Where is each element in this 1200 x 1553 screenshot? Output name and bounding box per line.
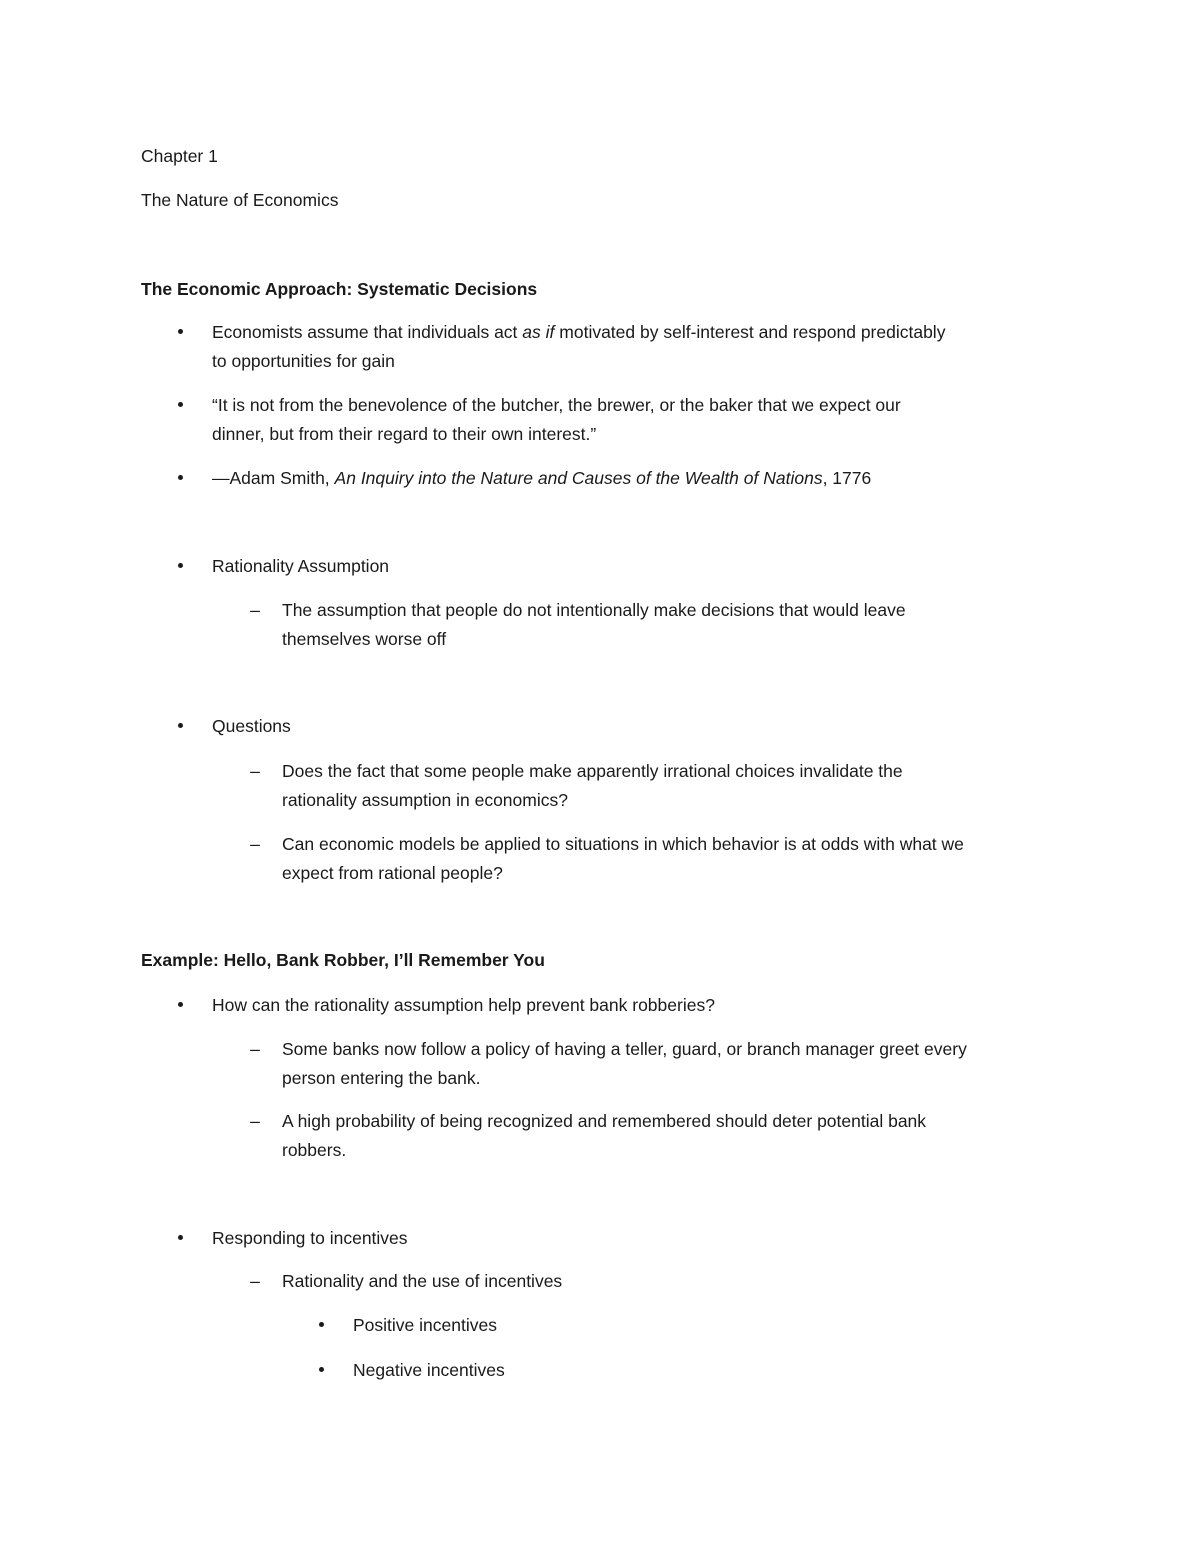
bank-robberies-question: How can the rationality assumption help prevent bank robberies? [212,995,715,1015]
bullet-icon [170,1224,190,1253]
deterrence-line2: robbers. [282,1140,347,1160]
emphasis-text: as if [522,322,555,342]
quote-line1: “It is not from the benevolence of the butcher, the brewer, or the baker that we expect our [212,395,901,415]
section-heading-economic-approach: The Economic Approach: Systematic Decisions [141,279,538,299]
rationality-assumption-label: Rationality Assumption [212,556,390,576]
positive-incentives: Positive incentives [353,1315,497,1335]
bank-policy-line1: Some banks now follow a policy of having a teller, guard, or branch manager greet every [282,1039,967,1059]
book-title: An Inquiry into the Nature and Causes of the Wealth of Nations [334,468,823,488]
section-heading-bank-robber: Example: Hello, Bank Robber, I’ll Remember You [141,950,545,970]
text-run: Economists assume that individuals act [212,322,523,342]
chapter-label: Chapter 1 [141,146,218,166]
dash-icon [245,596,265,625]
bullet-icon [170,318,190,347]
bullet-icon [170,552,190,581]
quote-attribution [212,464,871,493]
bullet-icon [170,712,190,741]
dash-icon [245,1107,265,1136]
bank-policy-line2: person entering the bank. [282,1068,481,1088]
bullet-icon [311,1311,331,1340]
questions-label: Questions [212,716,291,736]
question-1-line1: Does the fact that some people make apparently irrational choices invalidate the [282,761,903,781]
quote-line2: dinner, but from their regard to their own interest.” [212,424,597,444]
rationality-definition-line2: themselves worse off [282,629,447,649]
rationality-incentives: Rationality and the use of incentives [282,1271,563,1291]
chapter-title: The Nature of Economics [141,190,339,210]
bullet-self-interest-line2: to opportunities for gain [212,351,395,371]
bullet-self-interest-line1 [212,318,945,347]
bullet-icon [311,1356,331,1385]
dash-icon [245,757,265,786]
text-run: , 1776 [822,468,872,488]
responding-to-incentives: Responding to incentives [212,1228,408,1248]
text-run: —Adam Smith, [212,468,335,488]
question-1-line2: rationality assumption in economics? [282,790,568,810]
bullet-icon [170,464,190,493]
bullet-icon [170,391,190,420]
bullet-icon [170,991,190,1020]
dash-icon [245,1035,265,1064]
question-2-line1: Can economic models be applied to situations in which behavior is at odds with what we [282,834,964,854]
rationality-definition-line1: The assumption that people do not intentionally make decisions that would leave [282,600,906,620]
dash-icon [245,830,265,859]
text-run: motivated by self-interest and respond predictably [554,322,946,342]
dash-icon [245,1267,265,1296]
question-2-line2: expect from rational people? [282,863,503,883]
negative-incentives: Negative incentives [353,1360,505,1380]
deterrence-line1: A high probability of being recognized and remembered should deter potential bank [282,1111,927,1131]
